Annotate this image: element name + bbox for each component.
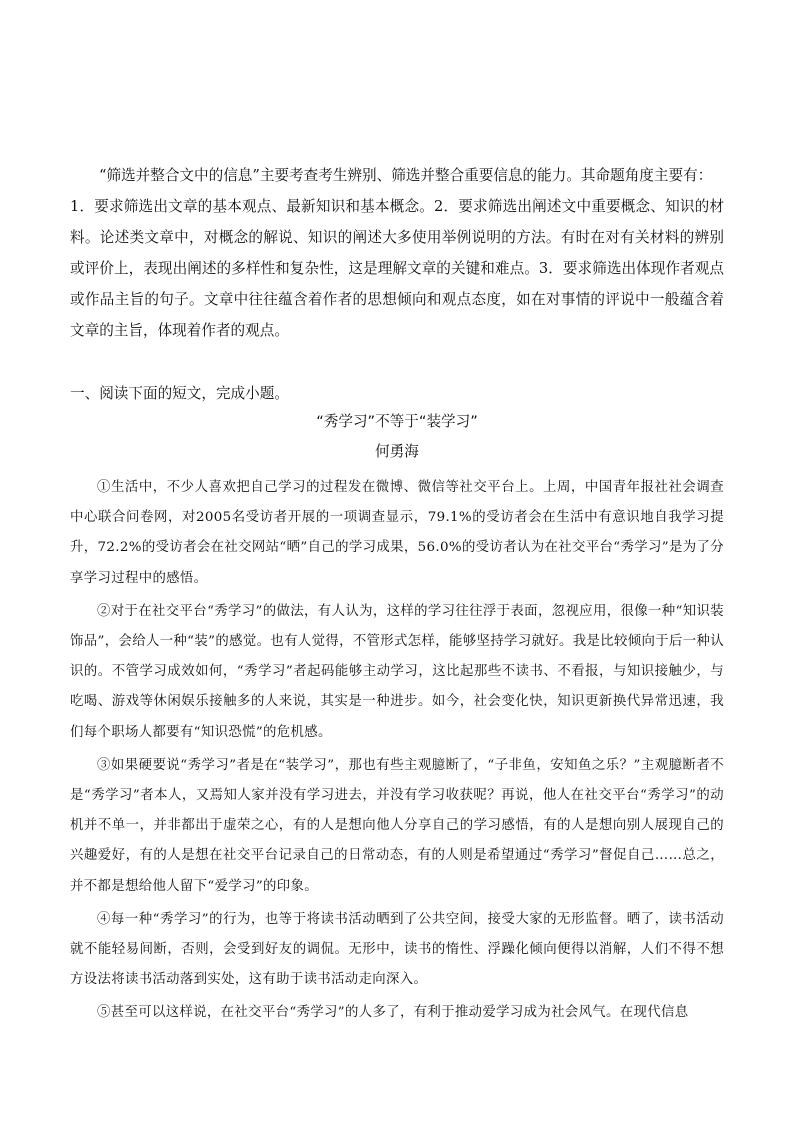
article-paragraph-3: ③如果硬要说“秀学习”者是在“装学习”，那也有些主观臆断了，“子非鱼，安知鱼之乐？”主观臆断者不是“秀学习”者本人，又焉知人家并没有学习进去，并没有学习收获呢？再说，他人在社交平台“秀学习”的动机并不单一，并非都出于虚荣之心，有的人是想向他人分享自己的学习感悟，有的人是想向别人展现自己的兴趣爱好，有的人是想在社交平台记录自己的日常动态，有的人则是希望通过“秀学习”督促自己……总之，并不都是想给他人留下“爱学习”的印象。 [70, 757, 724, 894]
article-title: “秀学习”不等于“装学习” [316, 413, 478, 430]
article-author: 何勇海 [375, 443, 419, 460]
intro-section [70, 160, 724, 346]
intro-lead-paragraph: “筛选并整合文中的信息”主要考查考生辨别、筛选并整合重要信息的能力。其命题角度主要有： [99, 167, 713, 184]
article-paragraph-4: ④每一种“秀学习”的行为，也等于将读书活动晒到了公共空间，接受大家的无形监督。晒了，读书活动就不能轻易间断，否则，会受到好友的调侃。无形中，读书的惰性、浮躁化倾向便得以消解，人们不得不想方设法将读书活动落到实处，这有助于读书活动走向深入。 [70, 911, 724, 988]
article-paragraph-1: ①生活中，不少人喜欢把自己学习的过程发在微博、微信等社交平台上。上周，中国青年报社社会调查中心联合问卷网，对2005名受访者开展的一项调查显示，79.1%的受访者会在生活中有意识地自我学习提升，72.2%的受访者会在社交网站“晒”自己的学习成果，56.0%的受访者认为在社交平台“秀学习”是为了分享学习过程中的感悟。 [70, 480, 724, 586]
intro-body-paragraph: 1．要求筛选出文章的基本观点、最新知识和基本概念。2．要求筛选出阐述文中重要概念、知识的材料。论述类文章中，对概念的解说、知识的阐述大多使用举例说明的方法。有时在对有关材料的辨别或评价上，表现出阐述的多样性和复杂性，这是理解文章的关键和难点。3．要求筛选出体现作者观点或作品主旨的句子。文章中往往蕴含着作者的思想倾向和观点态度，如在对事情的评说中一般蕴含着文章的主旨，体现着作者的观点。 [70, 198, 724, 339]
question-heading: 一、阅读下面的短文，完成小题。 [70, 385, 289, 402]
article-paragraph-5: ⑤甚至可以这样说，在社交平台“秀学习”的人多了，有利于推动爱学习成为社会风气。在现代信息 [97, 1005, 689, 1021]
article-paragraph-2: ②对于在社交平台“秀学习”的做法，有人认为，这样的学习往往浮于表面，忽视应用，很像一种“知识装饰品”，会给人一种“装”的感觉。也有人觉得，不管形式怎样，能够坚持学习就好。我是比较倾向于后一种认识的。不管学习成效如何，“秀学习”者起码能够主动学习，这比起那些不读书、不看报，与知识接触少，与吃喝、游戏等休闲娱乐接触多的人来说，其实是一种进步。如今，社会变化快，知识更新换代异常迅速，我们每个职场人都要有“知识恐慌”的危机感。 [70, 603, 724, 740]
article-body [70, 473, 724, 1032]
